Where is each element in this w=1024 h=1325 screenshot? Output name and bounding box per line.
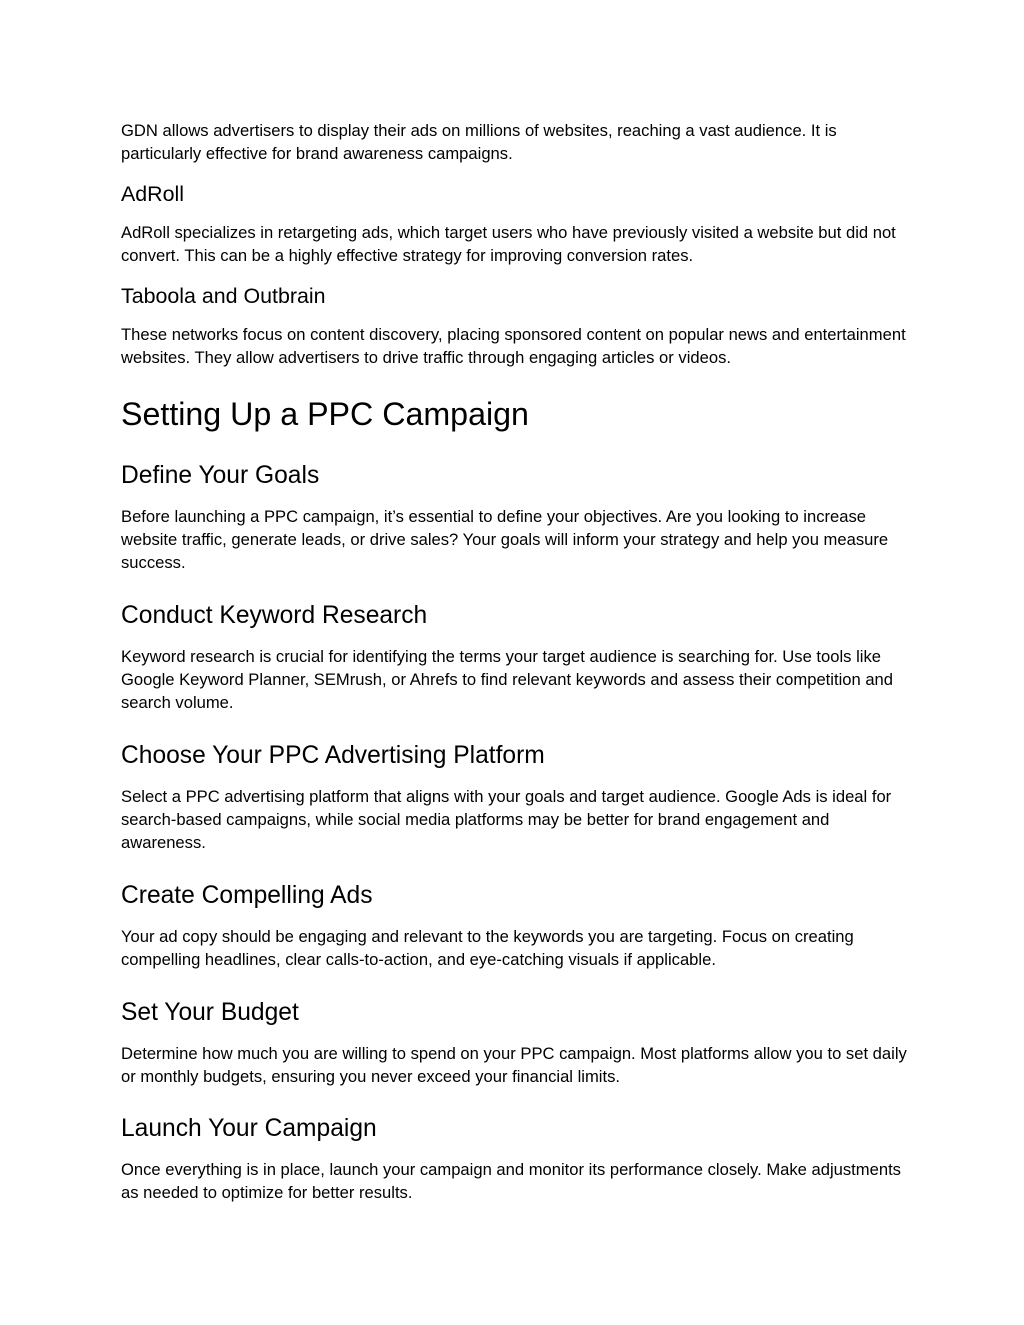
step-body-create-ads: Your ad copy should be engaging and relevant to the keywords you are targeting. Focus on creating compelling headlines, clear calls-to-action, and eye-catching visuals if applicable. xyxy=(121,927,854,970)
step-heading-create-ads: Create Compelling Ads xyxy=(121,882,373,909)
step-heading-set-budget: Set Your Budget xyxy=(121,999,299,1026)
step-body-choose-platform: Select a PPC advertising platform that aligns with your goals and target audience. Google Ads is ideal for search-based campaigns, while social media platforms may be better for brand engagement and awareness. xyxy=(121,787,892,853)
step-body-launch-campaign: Once everything is in place, launch your campaign and monitor its performance closely. Make adjustments as needed to optimize for better results. xyxy=(121,1160,901,1203)
step-heading-launch-campaign: Launch Your Campaign xyxy=(121,1115,377,1142)
network-body-taboola-outbrain: These networks focus on content discovery, placing sponsored content on popular news and entertainment websites. They allow advertisers to drive traffic through engaging articles or videos. xyxy=(121,325,906,368)
step-body-define-goals: Before launching a PPC campaign, it’s essential to define your objectives. Are you looking to increase website traffic, generate leads, or drive sales? Your goals will inform your strategy and help you measure success. xyxy=(121,507,889,573)
step-body-set-budget: Determine how much you are willing to spend on your PPC campaign. Most platforms allow you to set daily or monthly budgets, ensuring you never exceed your financial limits. xyxy=(121,1044,907,1087)
network-heading-adroll: AdRoll xyxy=(121,182,185,206)
step-body-keyword-research: Keyword research is crucial for identifying the terms your target audience is searching for. Use tools like Google Keyword Planner, SEMrush, or Ahrefs to find relevant keywords and assess their competition and search volume. xyxy=(121,647,894,713)
section-title: Setting Up a PPC Campaign xyxy=(121,396,529,432)
step-heading-define-goals: Define Your Goals xyxy=(121,462,320,489)
network-heading-taboola-outbrain: Taboola and Outbrain xyxy=(121,284,326,308)
network-body-adroll: AdRoll specializes in retargeting ads, which target users who have previously visited a website but did not convert. This can be a highly effective strategy for improving conversion rates. xyxy=(121,223,896,266)
step-heading-keyword-research: Conduct Keyword Research xyxy=(121,602,428,629)
intro-paragraph: GDN allows advertisers to display their ads on millions of websites, reaching a vast audience. It is particularly effective for brand awareness campaigns. xyxy=(121,121,837,164)
step-heading-choose-platform: Choose Your PPC Advertising Platform xyxy=(121,742,545,769)
